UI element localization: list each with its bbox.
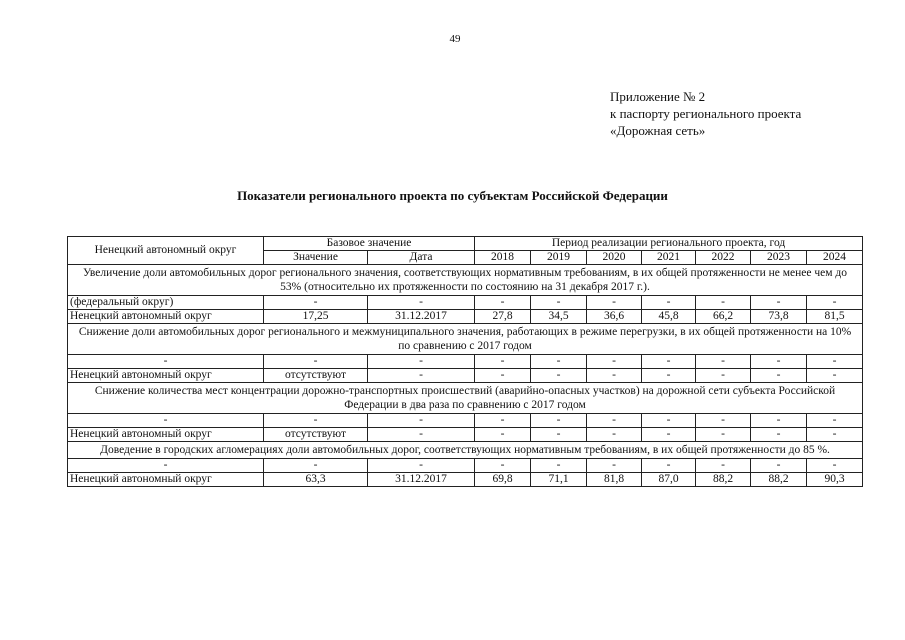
base-value-cell: отсутствуют bbox=[264, 428, 368, 442]
year-value-cell: 81,8 bbox=[587, 473, 642, 487]
header-year: 2022 bbox=[696, 251, 751, 265]
year-value-cell: - bbox=[751, 369, 807, 383]
year-value-cell: 88,2 bbox=[751, 473, 807, 487]
appendix-line-2: к паспорту регионального проекта bbox=[610, 106, 802, 121]
year-value-cell: - bbox=[475, 459, 531, 473]
year-value-cell: - bbox=[475, 369, 531, 383]
year-value-cell: - bbox=[807, 428, 863, 442]
header-year: 2023 bbox=[751, 251, 807, 265]
header-row-1 bbox=[68, 237, 863, 251]
year-value-cell: 69,8 bbox=[475, 473, 531, 487]
base-value-cell: - bbox=[264, 459, 368, 473]
year-value-cell: - bbox=[475, 296, 531, 310]
region-cell: - bbox=[68, 355, 264, 369]
year-value-cell: - bbox=[696, 414, 751, 428]
year-value-cell: - bbox=[642, 355, 696, 369]
table-row bbox=[68, 459, 863, 473]
year-value-cell: - bbox=[807, 296, 863, 310]
header-year: 2019 bbox=[531, 251, 587, 265]
year-value-cell: - bbox=[531, 459, 587, 473]
year-value-cell: - bbox=[807, 369, 863, 383]
base-date-cell: - bbox=[368, 428, 475, 442]
header-base-value: Базовое значение bbox=[264, 237, 475, 251]
year-value-cell: - bbox=[531, 296, 587, 310]
year-value-cell: 88,2 bbox=[696, 473, 751, 487]
year-value-cell: - bbox=[751, 296, 807, 310]
year-value-cell: 87,0 bbox=[642, 473, 696, 487]
appendix-line-1: Приложение № 2 bbox=[610, 89, 706, 104]
indicators-table bbox=[67, 236, 863, 487]
year-value-cell: - bbox=[531, 369, 587, 383]
year-value-cell: 81,5 bbox=[807, 310, 863, 324]
year-value-cell: - bbox=[696, 296, 751, 310]
section-title: Доведение в городских агломерациях доли автомобильных дорог, соответствующих нормативным требованиям, в их общей протяженности до 85 %. bbox=[68, 442, 863, 459]
year-value-cell: - bbox=[751, 355, 807, 369]
year-value-cell: 36,6 bbox=[587, 310, 642, 324]
year-value-cell: - bbox=[751, 428, 807, 442]
base-date-cell: - bbox=[368, 369, 475, 383]
year-value-cell: - bbox=[475, 355, 531, 369]
section-row bbox=[68, 324, 863, 355]
region-cell: Ненецкий автономный округ bbox=[68, 473, 264, 487]
year-value-cell: - bbox=[696, 355, 751, 369]
base-value-cell: - bbox=[264, 296, 368, 310]
year-value-cell: - bbox=[475, 414, 531, 428]
region-cell: Ненецкий автономный округ bbox=[68, 428, 264, 442]
year-value-cell: - bbox=[531, 428, 587, 442]
base-value-cell: отсутствуют bbox=[264, 369, 368, 383]
year-value-cell: - bbox=[531, 414, 587, 428]
year-value-cell: - bbox=[587, 296, 642, 310]
section-title: Снижение доли автомобильных дорог регионального и межмуниципального значения, работающих в режиме перегрузки, в их общей протяженности на 10% по сравнению с 2017 годом bbox=[68, 324, 863, 355]
year-value-cell: 66,2 bbox=[696, 310, 751, 324]
header-year: 2021 bbox=[642, 251, 696, 265]
region-cell: Ненецкий автономный округ bbox=[68, 369, 264, 383]
table-row bbox=[68, 355, 863, 369]
year-value-cell: - bbox=[696, 428, 751, 442]
base-date-cell: 31.12.2017 bbox=[368, 473, 475, 487]
section-row bbox=[68, 383, 863, 414]
base-date-cell: - bbox=[368, 414, 475, 428]
base-value-cell: 63,3 bbox=[264, 473, 368, 487]
appendix-line-3: «Дорожная сеть» bbox=[610, 123, 706, 138]
year-value-cell: - bbox=[696, 369, 751, 383]
year-value-cell: - bbox=[642, 296, 696, 310]
year-value-cell: 27,8 bbox=[475, 310, 531, 324]
year-value-cell: - bbox=[807, 414, 863, 428]
header-period: Период реализации регионального проекта, год bbox=[475, 237, 863, 251]
year-value-cell: 71,1 bbox=[531, 473, 587, 487]
header-region: Ненецкий автономный округ bbox=[68, 237, 264, 265]
base-date-cell: - bbox=[368, 459, 475, 473]
base-date-cell: - bbox=[368, 296, 475, 310]
year-value-cell: 45,8 bbox=[642, 310, 696, 324]
year-value-cell: - bbox=[587, 369, 642, 383]
header-year: 2018 bbox=[475, 251, 531, 265]
year-value-cell: - bbox=[475, 428, 531, 442]
page-number: 49 bbox=[449, 33, 461, 45]
year-value-cell: 73,8 bbox=[751, 310, 807, 324]
year-value-cell: - bbox=[587, 459, 642, 473]
table-row bbox=[68, 296, 863, 310]
document-title: Показатели регионального проекта по субъектам Российской Федерации bbox=[237, 188, 668, 203]
base-value-cell: - bbox=[264, 414, 368, 428]
year-value-cell: - bbox=[751, 459, 807, 473]
table-row bbox=[68, 414, 863, 428]
year-value-cell: - bbox=[642, 414, 696, 428]
year-value-cell: - bbox=[696, 459, 751, 473]
appendix-note bbox=[610, 88, 890, 139]
year-value-cell: - bbox=[587, 355, 642, 369]
section-title: Увеличение доли автомобильных дорог регионального значения, соответствующих нормативным требованиям, в их общей протяженности не менее чем до 53% (относительно их протяженности по состоянию на 31 декабря 2017 г.). bbox=[68, 265, 863, 296]
year-value-cell: - bbox=[642, 369, 696, 383]
year-value-cell: - bbox=[807, 355, 863, 369]
year-value-cell: 90,3 bbox=[807, 473, 863, 487]
base-value-cell: - bbox=[264, 355, 368, 369]
header-year: 2020 bbox=[587, 251, 642, 265]
region-cell: - bbox=[68, 414, 264, 428]
header-year: 2024 bbox=[807, 251, 863, 265]
table-row bbox=[68, 428, 863, 442]
section-row bbox=[68, 442, 863, 459]
region-cell: (федеральный округ) bbox=[68, 296, 264, 310]
table-row bbox=[68, 310, 863, 324]
year-value-cell: - bbox=[642, 459, 696, 473]
year-value-cell: - bbox=[587, 414, 642, 428]
year-value-cell: - bbox=[642, 428, 696, 442]
year-value-cell: - bbox=[751, 414, 807, 428]
header-date: Дата bbox=[368, 251, 475, 265]
base-date-cell: - bbox=[368, 355, 475, 369]
header-value: Значение bbox=[264, 251, 368, 265]
section-row bbox=[68, 265, 863, 296]
year-value-cell: - bbox=[587, 428, 642, 442]
table-row bbox=[68, 369, 863, 383]
year-value-cell: 34,5 bbox=[531, 310, 587, 324]
region-cell: Ненецкий автономный округ bbox=[68, 310, 264, 324]
section-title: Снижение количества мест концентрации дорожно-транспортных происшествий (аварийно-опасных участков) на дорожной сети субъекта Российской Федерации в два раза по сравнению с 2017 годом bbox=[68, 383, 863, 414]
table-row bbox=[68, 473, 863, 487]
base-value-cell: 17,25 bbox=[264, 310, 368, 324]
region-cell: - bbox=[68, 459, 264, 473]
year-value-cell: - bbox=[531, 355, 587, 369]
base-date-cell: 31.12.2017 bbox=[368, 310, 475, 324]
year-value-cell: - bbox=[807, 459, 863, 473]
